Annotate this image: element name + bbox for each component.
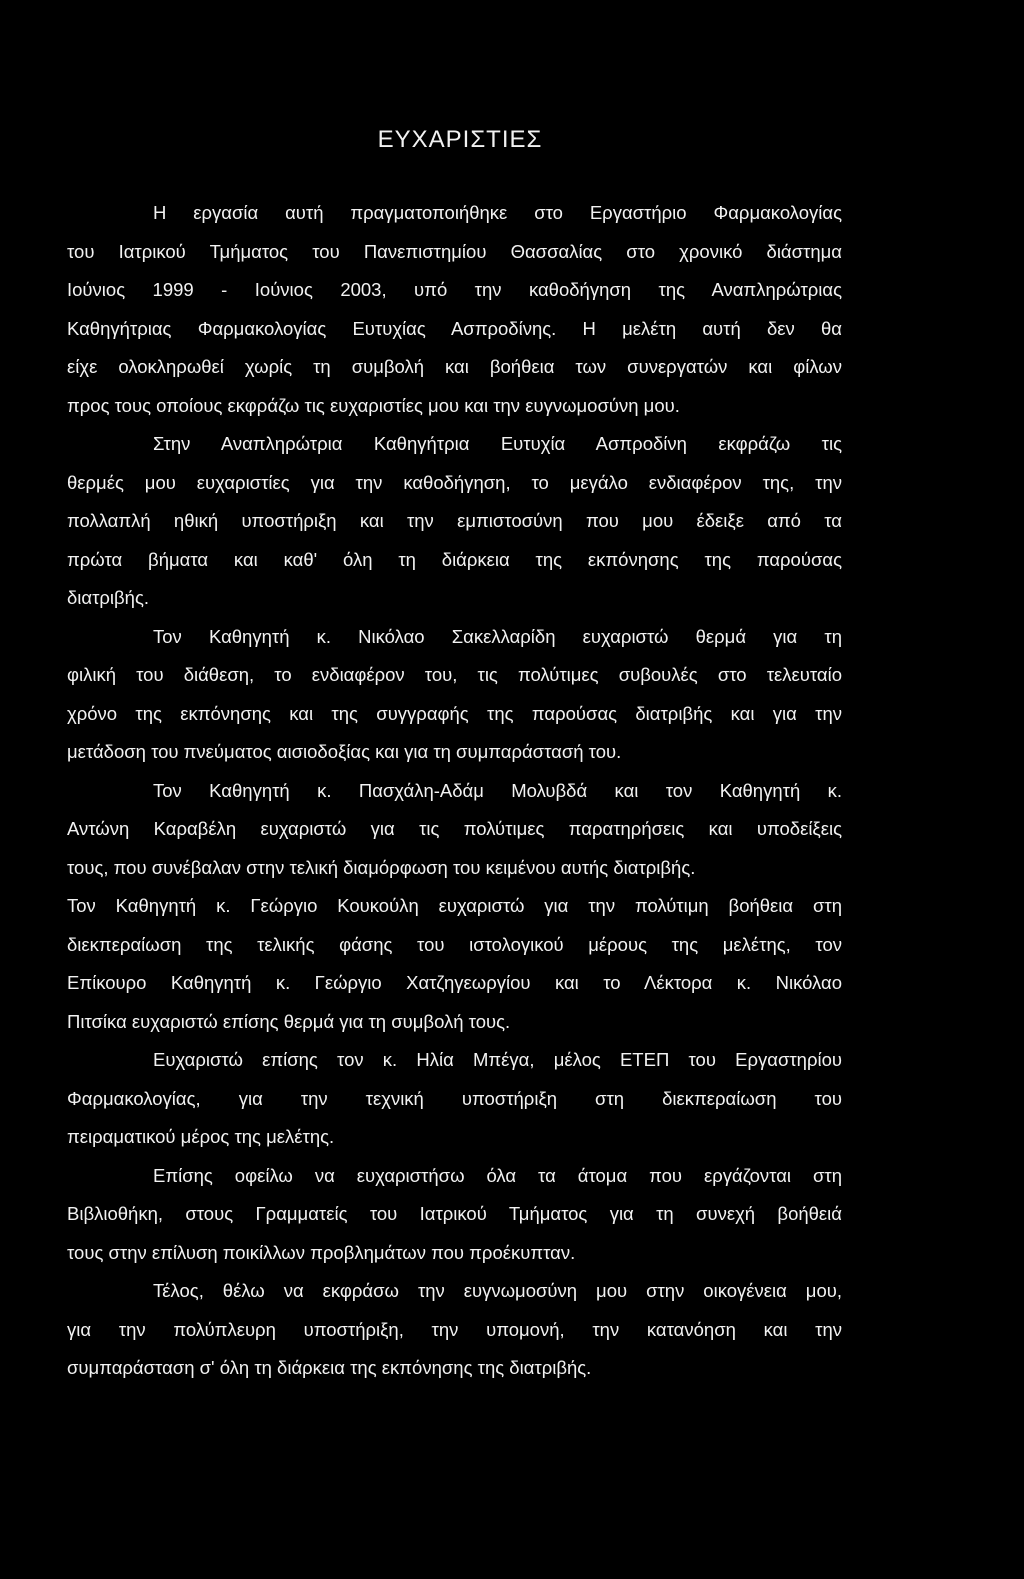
text-line: Τον Καθηγητή κ. Πασχάλη-Αδάμ Μολυβδά και τον Καθηγητή κ. [153, 779, 842, 801]
text-line: Επίκουρο Καθηγητή κ. Γεώργιο Χατζηγεωργίου και το Λέκτορα κ. Νικόλαο [67, 972, 842, 993]
text-line: Τον Καθηγητή κ. Νικόλαο Σακελλαρίδη ευχαριστώ θερμά για τη [153, 625, 842, 647]
text-line: πρώτα βήματα και καθ' όλη τη διάρκεια της εκπόνησης της παρούσας [67, 548, 842, 570]
text-line: Φαρμακολογίας, για την τεχνική υποστήριξη στη διεκπεραίωση του [67, 1087, 842, 1109]
text-line: Τέλος, θέλω να εκφράσω την ευγνωμοσύνη μου στην οικογένεια μου, [153, 1280, 842, 1301]
text-line: Τον Καθηγητή κ. Γεώργιο Κουκούλη ευχαριστώ για την πολύτιμη βοήθεια στη [67, 895, 842, 916]
paragraph [67, 1157, 842, 1273]
paragraph [67, 618, 842, 772]
paragraph [67, 1041, 842, 1157]
text-line: είχε ολοκληρωθεί χωρίς τη συμβολή και βοήθεια των συνεργατών και φίλων [67, 356, 842, 377]
text-line: συμπαράσταση σ' όλη τη διάρκεια της εκπόνησης της διατριβής. [67, 1357, 592, 1378]
page-title: ΕΥΧΑΡΙΣΤΙΕΣ [377, 126, 543, 153]
text-line: Στην Αναπληρώτρια Καθηγήτρια Ευτυχία Ασπροδίνη εκφράζω τις [153, 433, 842, 454]
paragraph [67, 1272, 842, 1388]
text-line: Η εργασία αυτή πραγματοποιήθηκε στο Εργαστήριο Φαρμακολογίας [153, 202, 842, 223]
text-line: θερμές μου ευχαριστίες για την καθοδήγηση, το μεγάλο ενδιαφέρον της, την [67, 471, 842, 493]
text-line: διατριβής. [67, 587, 150, 608]
paragraph [67, 194, 842, 425]
text-line: τους στην επίλυση ποικίλλων προβλημάτων που προέκυπταν. [67, 1241, 576, 1263]
text-line: Ιούνιος 1999 - Ιούνιος 2003, υπό την καθοδήγηση της Αναπληρώτριας [67, 279, 842, 300]
text-line: Βιβλιοθήκη, στους Γραμματείς του Ιατρικού Τμήματος για τη συνεχή βοήθειά [67, 1203, 842, 1224]
text-line: Αντώνη Καραβέλη ευχαριστώ για τις πολύτιμες παρατηρήσεις και υποδείξεις [67, 818, 842, 839]
acknowledgements-body [67, 194, 842, 1388]
paragraph [67, 772, 842, 888]
text-line: τους, που συνέβαλαν στην τελική διαμόρφωση του κειμένου αυτής διατριβής. [67, 856, 696, 878]
text-line: Ευχαριστώ επίσης τον κ. Ηλία Μπέγα, μέλος ΕΤΕΠ του Εργαστηρίου [153, 1049, 842, 1070]
text-line: χρόνο της εκπόνησης και της συγγραφής της παρούσας διατριβής και για την [67, 702, 842, 724]
text-line: Καθηγήτριας Φαρμακολογίας Ευτυχίας Ασπροδίνης. Η μελέτη αυτή δεν θα [67, 317, 842, 339]
text-line: για την πολύπλευρη υποστήριξη, την υπομονή, την κατανόηση και την [67, 1318, 842, 1340]
text-line: μετάδοση του πνεύματος αισιοδοξίας και για τη συμπαράστασή του. [67, 741, 622, 762]
paragraph [67, 887, 842, 1041]
text-line: προς τους οποίους εκφράζω τις ευχαριστίες μου και την ευγνωμοσύνη μου. [67, 394, 680, 416]
text-line: πολλαπλή ηθική υποστήριξη και την εμπιστοσύνη που μου έδειξε από τα [67, 510, 842, 531]
text-line: φιλική του διάθεση, το ενδιαφέρον του, τις πολύτιμες συβουλές στο τελευταίο [67, 664, 842, 685]
text-line: Πιτσίκα ευχαριστώ επίσης θερμά για τη συμβολή τους. [67, 1010, 511, 1032]
text-line: Επίσης οφείλω να ευχαριστήσω όλα τα άτομα που εργάζονται στη [153, 1164, 842, 1186]
text-line: πειραματικού μέρος της μελέτης. [67, 1126, 335, 1147]
text-line: διεκπεραίωση της τελικής φάσης του ιστολογικού μέρους της μελέτης, τον [67, 933, 842, 955]
text-line: του Ιατρικού Τμήματος του Πανεπιστημίου Θασσαλίας στο χρονικό διάστημα [67, 240, 842, 262]
paragraph [67, 425, 842, 618]
